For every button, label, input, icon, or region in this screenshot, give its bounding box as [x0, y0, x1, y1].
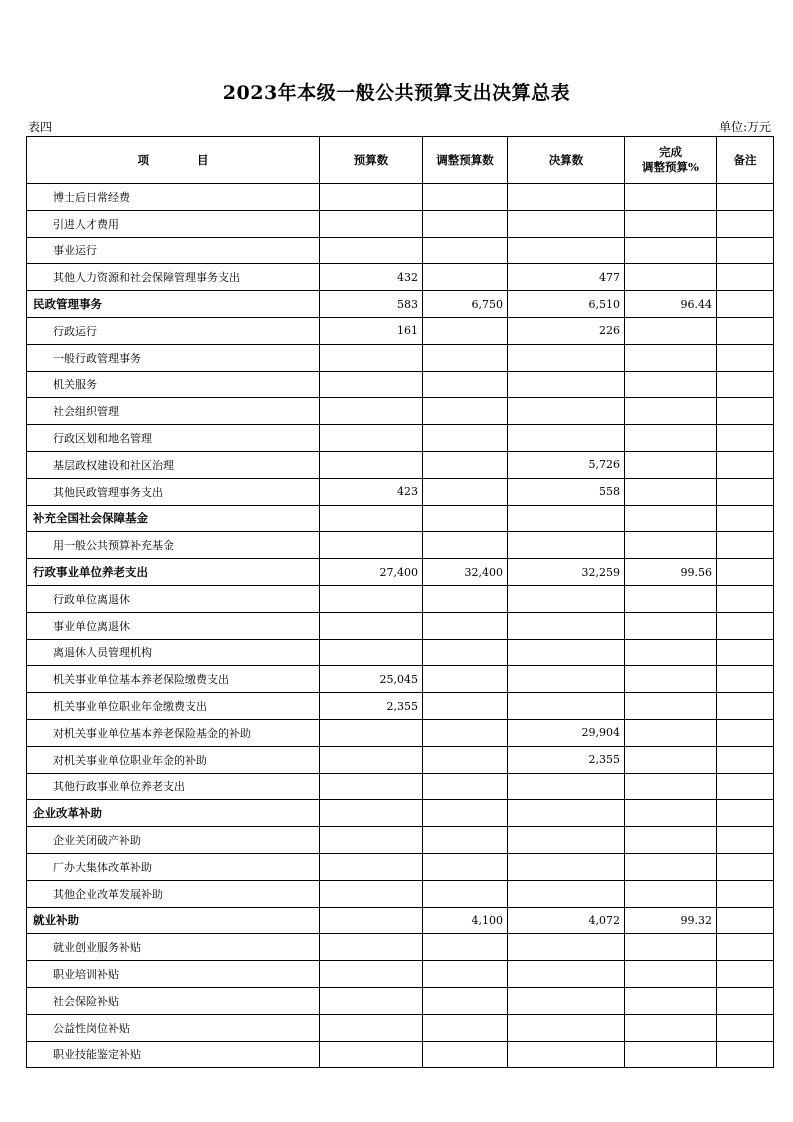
- completion-cell: [625, 666, 717, 693]
- budget-cell: [320, 398, 423, 425]
- final-cell: 5,726: [508, 451, 625, 478]
- budget-cell: [320, 800, 423, 827]
- item-name-cell: 事业运行: [27, 237, 320, 264]
- completion-cell: [625, 264, 717, 291]
- adjusted-budget-cell: [423, 639, 508, 666]
- adjusted-budget-cell: [423, 451, 508, 478]
- final-cell: [508, 827, 625, 854]
- final-cell: [508, 612, 625, 639]
- item-name-cell: 就业创业服务补贴: [27, 934, 320, 961]
- adjusted-budget-cell: [423, 1041, 508, 1068]
- remarks-cell: [717, 317, 774, 344]
- adjusted-budget-cell: [423, 532, 508, 559]
- final-cell: [508, 237, 625, 264]
- final-cell: [508, 398, 625, 425]
- final-cell: [508, 371, 625, 398]
- budget-cell: 583: [320, 291, 423, 318]
- final-cell: [508, 934, 625, 961]
- completion-cell: [625, 880, 717, 907]
- table-row: [27, 264, 774, 291]
- adjusted-budget-cell: [423, 746, 508, 773]
- budget-cell: [320, 719, 423, 746]
- budget-cell: [320, 934, 423, 961]
- page-title: 2023年本级一般公共预算支出决算总表: [222, 82, 571, 104]
- budget-cell: [320, 451, 423, 478]
- adjusted-budget-cell: [423, 371, 508, 398]
- completion-cell: [625, 773, 717, 800]
- budget-cell: [320, 612, 423, 639]
- budget-cell: [320, 987, 423, 1014]
- item-name-cell: 其他行政事业单位养老支出: [27, 773, 320, 800]
- item-name-cell: 机关事业单位职业年金缴费支出: [27, 693, 320, 720]
- final-cell: 4,072: [508, 907, 625, 934]
- remarks-cell: [717, 907, 774, 934]
- table-row: [27, 317, 774, 344]
- remarks-cell: [717, 451, 774, 478]
- remarks-cell: [717, 827, 774, 854]
- budget-cell: [320, 773, 423, 800]
- adjusted-budget-cell: [423, 827, 508, 854]
- adjusted-budget-cell: [423, 585, 508, 612]
- table-row: [27, 693, 774, 720]
- header-project: [27, 137, 320, 184]
- completion-cell: [625, 585, 717, 612]
- budget-cell: 2,355: [320, 693, 423, 720]
- final-cell: 6,510: [508, 291, 625, 318]
- remarks-cell: [717, 210, 774, 237]
- item-name-cell: 其他民政管理事务支出: [27, 478, 320, 505]
- final-cell: [508, 184, 625, 211]
- budget-cell: [320, 907, 423, 934]
- table-row: [27, 827, 774, 854]
- remarks-cell: [717, 371, 774, 398]
- header-project-a: 项: [137, 152, 149, 167]
- table-row: [27, 612, 774, 639]
- header-completion-line1: 完成: [659, 145, 682, 159]
- final-cell: [508, 987, 625, 1014]
- budget-cell: [320, 210, 423, 237]
- adjusted-budget-cell: [423, 666, 508, 693]
- remarks-cell: [717, 639, 774, 666]
- item-name-cell: 事业单位离退休: [27, 612, 320, 639]
- item-name-cell: 博士后日常经费: [27, 184, 320, 211]
- adjusted-budget-cell: [423, 210, 508, 237]
- table-row: [27, 398, 774, 425]
- remarks-cell: [717, 344, 774, 371]
- final-cell: [508, 639, 625, 666]
- adjusted-budget-cell: 32,400: [423, 559, 508, 586]
- final-cell: [508, 961, 625, 988]
- adjusted-budget-cell: [423, 237, 508, 264]
- header-completion: [625, 137, 717, 184]
- completion-cell: [625, 987, 717, 1014]
- remarks-cell: [717, 264, 774, 291]
- completion-cell: [625, 478, 717, 505]
- final-cell: [508, 800, 625, 827]
- adjusted-budget-cell: [423, 425, 508, 452]
- budget-cell: [320, 853, 423, 880]
- item-name-cell: 社会组织管理: [27, 398, 320, 425]
- adjusted-budget-cell: [423, 184, 508, 211]
- budget-cell: [320, 425, 423, 452]
- adjusted-budget-cell: [423, 987, 508, 1014]
- final-cell: [508, 585, 625, 612]
- final-cell: [508, 666, 625, 693]
- table-row: [27, 961, 774, 988]
- adjusted-budget-cell: [423, 693, 508, 720]
- adjusted-budget-cell: [423, 880, 508, 907]
- final-cell: 29,904: [508, 719, 625, 746]
- category-row: [27, 291, 774, 318]
- remarks-cell: [717, 184, 774, 211]
- final-cell: [508, 344, 625, 371]
- remarks-cell: [717, 773, 774, 800]
- table-body: [27, 184, 774, 1068]
- adjusted-budget-cell: [423, 344, 508, 371]
- item-name-cell: 对机关事业单位职业年金的补助: [27, 746, 320, 773]
- completion-cell: 96.44: [625, 291, 717, 318]
- category-row: [27, 505, 774, 532]
- table-row: [27, 934, 774, 961]
- table-row: [27, 478, 774, 505]
- item-name-cell: 一般行政管理事务: [27, 344, 320, 371]
- adjusted-budget-cell: [423, 719, 508, 746]
- adjusted-budget-cell: [423, 398, 508, 425]
- table-row: [27, 237, 774, 264]
- adjusted-budget-cell: [423, 800, 508, 827]
- item-name-cell: 对机关事业单位基本养老保险基金的补助: [27, 719, 320, 746]
- remarks-cell: [717, 585, 774, 612]
- table-row: [27, 773, 774, 800]
- adjusted-budget-cell: 4,100: [423, 907, 508, 934]
- header-budget: 预算数: [320, 137, 423, 184]
- table-row: [27, 585, 774, 612]
- adjusted-budget-cell: [423, 317, 508, 344]
- budget-cell: [320, 344, 423, 371]
- table-row: [27, 987, 774, 1014]
- adjusted-budget-cell: [423, 612, 508, 639]
- completion-cell: [625, 398, 717, 425]
- adjusted-budget-cell: [423, 773, 508, 800]
- completion-cell: [625, 317, 717, 344]
- table-row: [27, 425, 774, 452]
- completion-cell: [625, 1041, 717, 1068]
- header-adjusted-budget: 调整预算数: [423, 137, 508, 184]
- completion-cell: [625, 719, 717, 746]
- completion-cell: [625, 1014, 717, 1041]
- item-name-cell: 行政区划和地名管理: [27, 425, 320, 452]
- adjusted-budget-cell: [423, 853, 508, 880]
- remarks-cell: [717, 559, 774, 586]
- final-cell: 477: [508, 264, 625, 291]
- final-cell: [508, 505, 625, 532]
- budget-cell: 25,045: [320, 666, 423, 693]
- item-name-cell: 机关服务: [27, 371, 320, 398]
- adjusted-budget-cell: [423, 934, 508, 961]
- completion-cell: [625, 237, 717, 264]
- completion-cell: [625, 344, 717, 371]
- item-name-cell: 公益性岗位补贴: [27, 1014, 320, 1041]
- table-row: [27, 719, 774, 746]
- item-name-cell: 职业培训补贴: [27, 961, 320, 988]
- remarks-cell: [717, 853, 774, 880]
- item-name-cell: 补充全国社会保障基金: [27, 505, 320, 532]
- item-name-cell: 社会保险补贴: [27, 987, 320, 1014]
- budget-cell: 27,400: [320, 559, 423, 586]
- category-row: [27, 800, 774, 827]
- table-row: [27, 639, 774, 666]
- item-name-cell: 基层政权建设和社区治理: [27, 451, 320, 478]
- remarks-cell: [717, 666, 774, 693]
- adjusted-budget-cell: [423, 264, 508, 291]
- item-name-cell: 就业补助: [27, 907, 320, 934]
- item-name-cell: 其他企业改革发展补助: [27, 880, 320, 907]
- remarks-cell: [717, 693, 774, 720]
- remarks-cell: [717, 880, 774, 907]
- final-cell: 226: [508, 317, 625, 344]
- item-name-cell: 行政运行: [27, 317, 320, 344]
- table-row: [27, 371, 774, 398]
- item-name-cell: 行政事业单位养老支出: [27, 559, 320, 586]
- budget-cell: [320, 827, 423, 854]
- final-cell: [508, 210, 625, 237]
- table-row: [27, 451, 774, 478]
- item-name-cell: 离退休人员管理机构: [27, 639, 320, 666]
- budget-cell: [320, 961, 423, 988]
- completion-cell: [625, 853, 717, 880]
- table-row: [27, 210, 774, 237]
- completion-cell: [625, 505, 717, 532]
- header-completion-line2: 调整预算%: [642, 160, 699, 174]
- adjusted-budget-cell: [423, 961, 508, 988]
- header-project-b: 目: [197, 152, 209, 167]
- completion-cell: 99.56: [625, 559, 717, 586]
- completion-cell: [625, 210, 717, 237]
- final-cell: [508, 853, 625, 880]
- completion-cell: [625, 934, 717, 961]
- item-name-cell: 企业改革补助: [27, 800, 320, 827]
- completion-cell: [625, 532, 717, 559]
- table-row: [27, 344, 774, 371]
- table-row: [27, 184, 774, 211]
- table-row: [27, 880, 774, 907]
- completion-cell: [625, 184, 717, 211]
- completion-cell: [625, 451, 717, 478]
- completion-cell: [625, 425, 717, 452]
- final-cell: [508, 1041, 625, 1068]
- budget-cell: [320, 371, 423, 398]
- budget-cell: [320, 746, 423, 773]
- completion-cell: [625, 827, 717, 854]
- remarks-cell: [717, 425, 774, 452]
- final-cell: [508, 693, 625, 720]
- table-row: [27, 1041, 774, 1068]
- budget-cell: [320, 585, 423, 612]
- remarks-cell: [717, 398, 774, 425]
- item-name-cell: 民政管理事务: [27, 291, 320, 318]
- remarks-cell: [717, 987, 774, 1014]
- completion-cell: [625, 639, 717, 666]
- final-cell: [508, 880, 625, 907]
- adjusted-budget-cell: [423, 1014, 508, 1041]
- budget-cell: 432: [320, 264, 423, 291]
- item-name-cell: 机关事业单位基本养老保险缴费支出: [27, 666, 320, 693]
- budget-cell: [320, 532, 423, 559]
- remarks-cell: [717, 800, 774, 827]
- category-row: [27, 559, 774, 586]
- header-remarks: 备注: [717, 137, 774, 184]
- budget-cell: 161: [320, 317, 423, 344]
- adjusted-budget-cell: 6,750: [423, 291, 508, 318]
- remarks-cell: [717, 934, 774, 961]
- table-row: [27, 746, 774, 773]
- budget-cell: 423: [320, 478, 423, 505]
- final-cell: [508, 425, 625, 452]
- budget-cell: [320, 237, 423, 264]
- remarks-cell: [717, 961, 774, 988]
- remarks-cell: [717, 612, 774, 639]
- budget-cell: [320, 1014, 423, 1041]
- adjusted-budget-cell: [423, 478, 508, 505]
- final-cell: 558: [508, 478, 625, 505]
- remarks-cell: [717, 478, 774, 505]
- remarks-cell: [717, 291, 774, 318]
- remarks-cell: [717, 237, 774, 264]
- table-row: [27, 666, 774, 693]
- budget-cell: [320, 184, 423, 211]
- item-name-cell: 行政单位离退休: [27, 585, 320, 612]
- budget-cell: [320, 880, 423, 907]
- remarks-cell: [717, 746, 774, 773]
- budget-cell: [320, 1041, 423, 1068]
- item-name-cell: 用一般公共预算补充基金: [27, 532, 320, 559]
- completion-cell: [625, 961, 717, 988]
- final-cell: [508, 1014, 625, 1041]
- table-row: [27, 532, 774, 559]
- adjusted-budget-cell: [423, 505, 508, 532]
- final-cell: 2,355: [508, 746, 625, 773]
- budget-cell: [320, 505, 423, 532]
- item-name-cell: 引进人才费用: [27, 210, 320, 237]
- item-name-cell: 职业技能鉴定补贴: [27, 1041, 320, 1068]
- table-label: 表四: [28, 120, 53, 134]
- completion-cell: [625, 746, 717, 773]
- unit-label: 单位:万元: [718, 120, 771, 134]
- remarks-cell: [717, 719, 774, 746]
- item-name-cell: 其他人力资源和社会保障管理事务支出: [27, 264, 320, 291]
- completion-cell: [625, 612, 717, 639]
- completion-cell: [625, 371, 717, 398]
- completion-cell: 99.32: [625, 907, 717, 934]
- remarks-cell: [717, 532, 774, 559]
- table-row: [27, 853, 774, 880]
- header-final: 决算数: [508, 137, 625, 184]
- remarks-cell: [717, 1014, 774, 1041]
- completion-cell: [625, 800, 717, 827]
- final-cell: [508, 773, 625, 800]
- completion-cell: [625, 693, 717, 720]
- item-name-cell: 企业关闭破产补助: [27, 827, 320, 854]
- header-row: [27, 137, 774, 184]
- item-name-cell: 厂办大集体改革补助: [27, 853, 320, 880]
- remarks-cell: [717, 1041, 774, 1068]
- table-row: [27, 1014, 774, 1041]
- category-row: [27, 907, 774, 934]
- expenditure-table: [26, 136, 774, 1068]
- final-cell: 32,259: [508, 559, 625, 586]
- budget-cell: [320, 639, 423, 666]
- final-cell: [508, 532, 625, 559]
- remarks-cell: [717, 505, 774, 532]
